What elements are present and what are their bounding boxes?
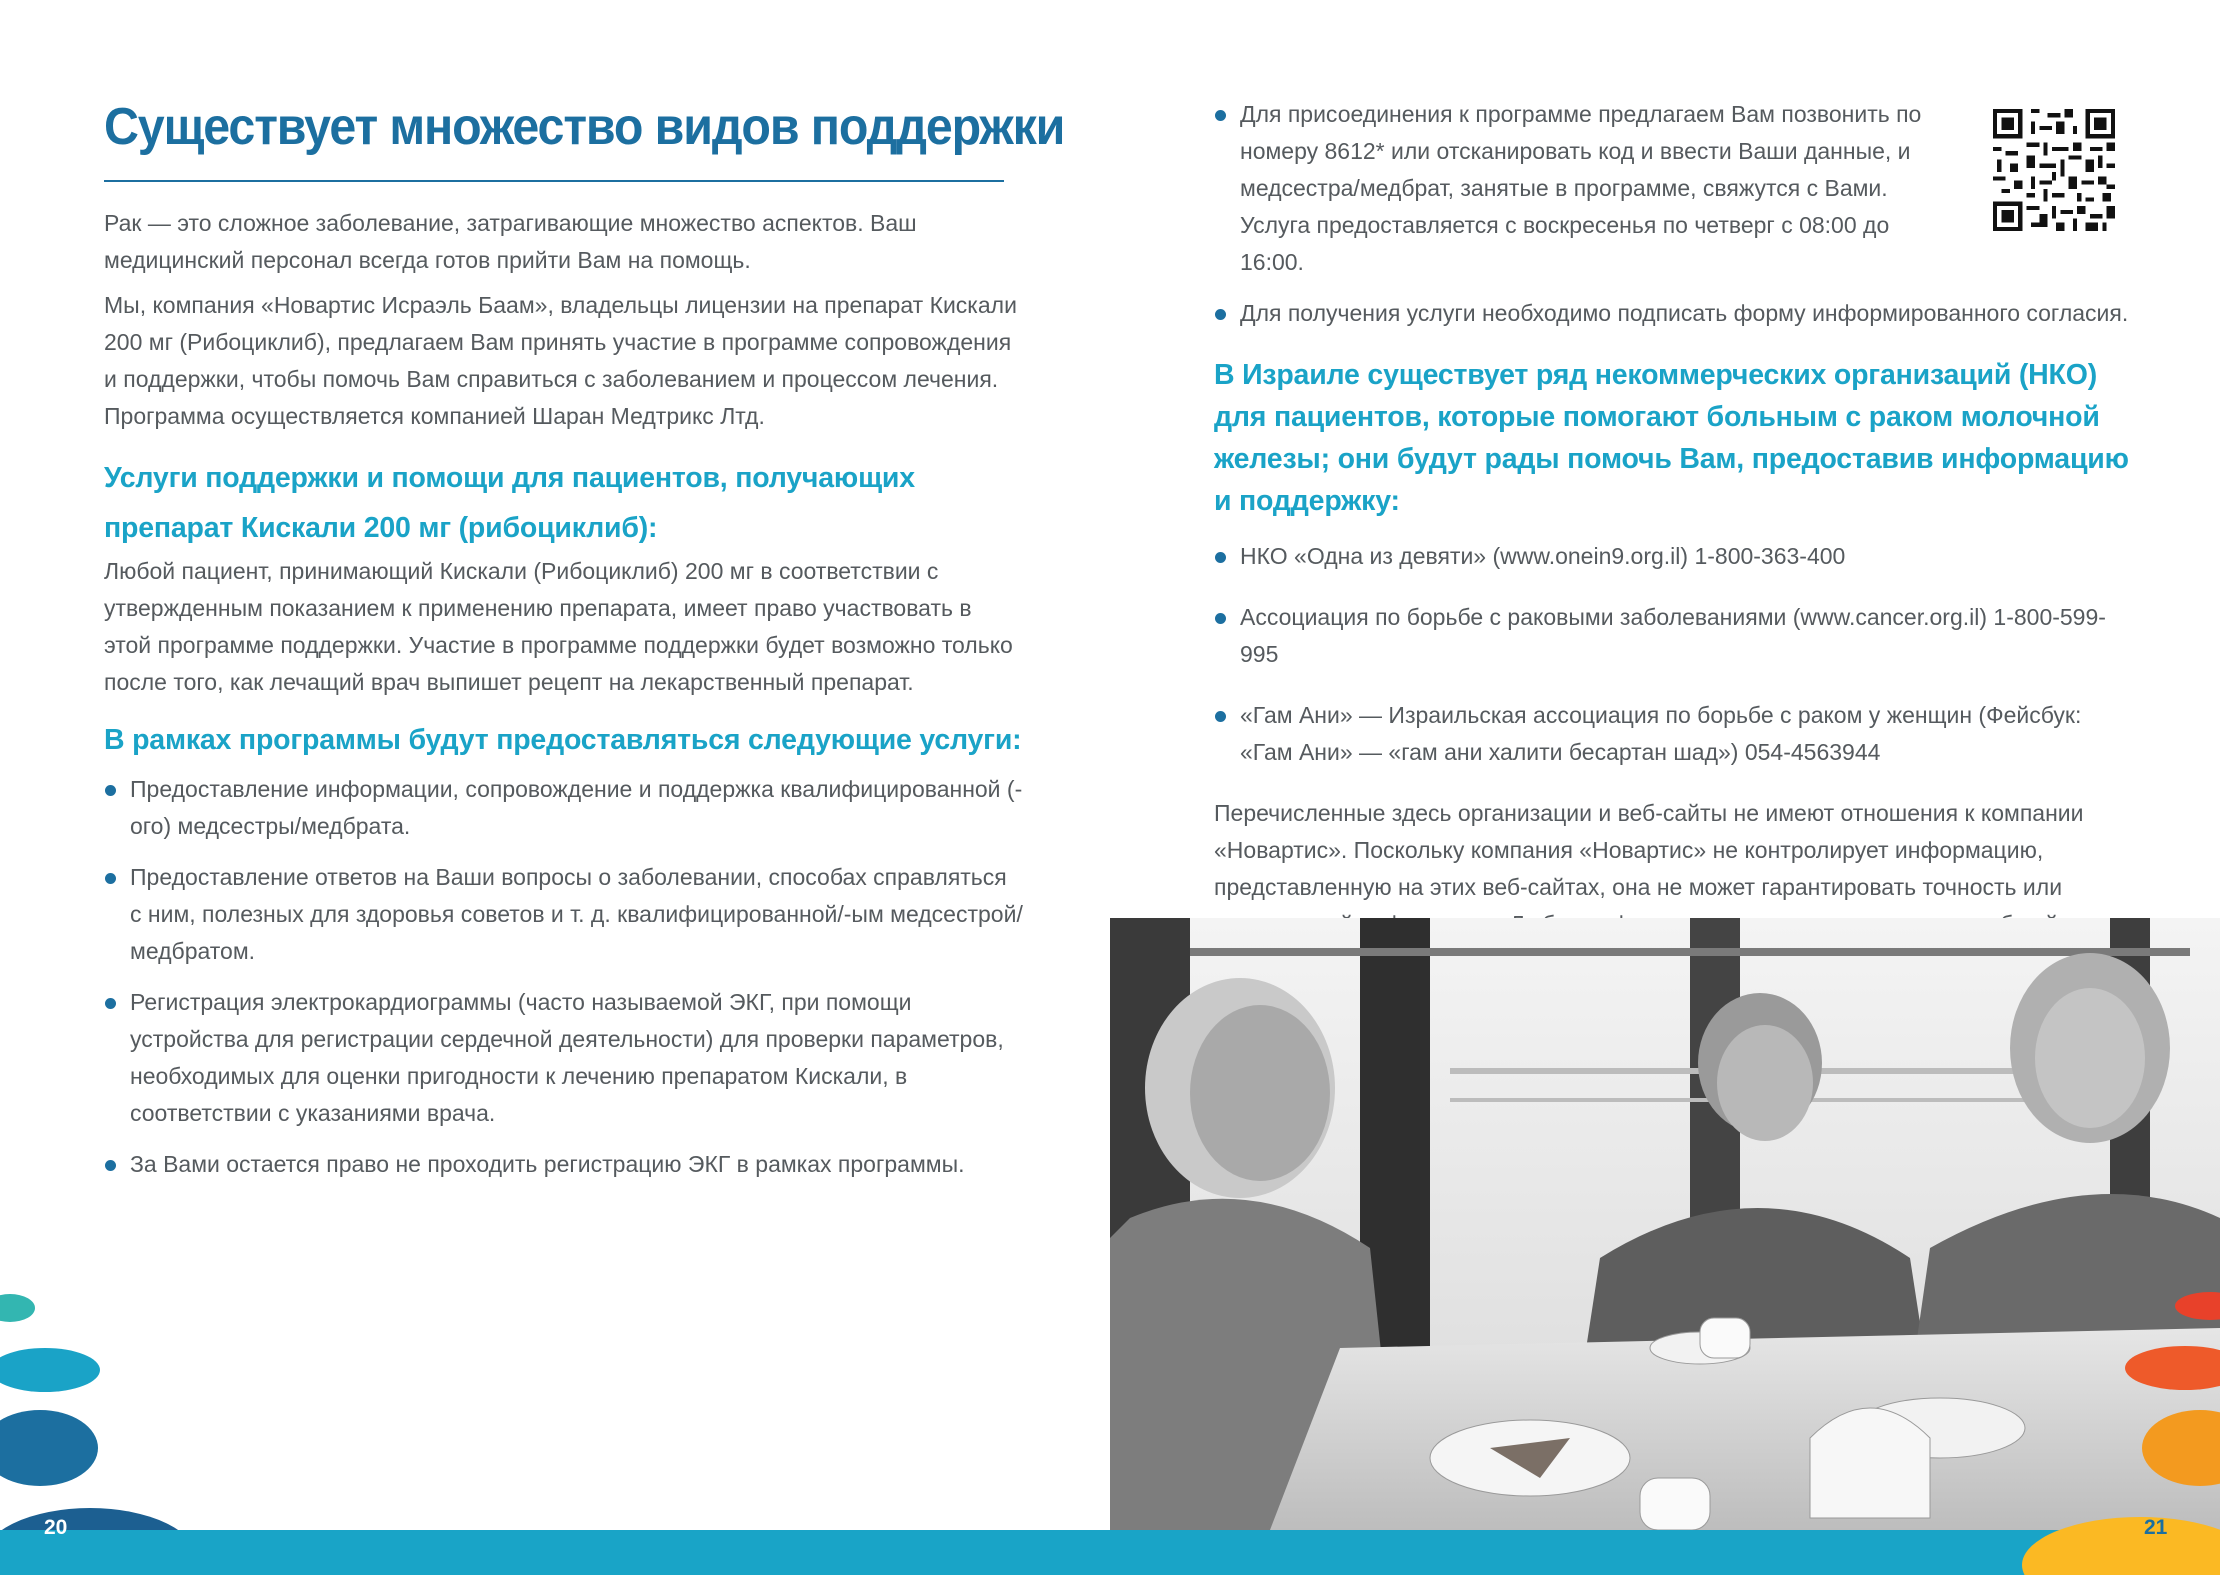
list-item: Для получения услуги необходимо подписать форму информированного согласия. [1214, 295, 2134, 332]
list-item: Предоставление информации, сопровождение и поддержка квалифицированной (-ого) медсестры/медбрата. [104, 771, 1024, 845]
photo-illustration [1110, 918, 2220, 1530]
program-services-list [104, 771, 1024, 1183]
intro-paragraph-2: Мы, компания «Новартис Исраэль Баам», владельцы лицензии на препарат Кискали 200 мг (Рибоциклиб), предлагаем Вам принять участие в программе сопровождения и поддержки, чтобы помочь Вам справиться с заболеванием и процессом лечения. Программа осуществляется компанией Шаран Медтрикс Лтд. [104, 292, 1017, 429]
list-item: Предоставление ответов на Ваши вопросы о заболевании, способах справляться с ним, полезных для здоровья советов и т. д. квалифицированной/-ым медсестрой/медбратом. [104, 859, 1024, 970]
title-divider [104, 180, 1004, 182]
decorative-oval-bottom-right [2010, 1510, 2220, 1575]
list-item: За Вами остается право не проходить регистрацию ЭКГ в рамках программы. [104, 1146, 1024, 1183]
services-heading: Услуги поддержки и помощи для пациентов, получающих препарат Кискали 200 мг (рибоциклиб): [104, 462, 915, 544]
women-at-cafe-photo [1110, 918, 2220, 1530]
page-number-right: 21 [2144, 1516, 2168, 1539]
footer-band [0, 1530, 2220, 1575]
list-item: «Гам Ани» — Израильская ассоциация по борьбе с раком у женщин (Фейсбук: «Гам Ани» — «гам ани халити бесартан шад») 054-4563944 [1214, 697, 2134, 771]
page-number-left: 20 [44, 1516, 68, 1539]
list-item: Для присоединения к программе предлагаем Вам позвонить по номеру 8612* или отсканировать код и ввести Ваши данные, и медсестра/медбрат, занятые в программе, свяжутся с Вами. Услуга предоставляется с воскресенья по четверг с 08:00 до 16:00. [1214, 96, 2134, 281]
list-item: Регистрация электрокардиограммы (часто называемой ЭКГ, при помощи устройства для регистрации сердечной деятельности) для проверки параметров, необходимых для оценки пригодности к лечению препаратом Кискали, в соответствии с указаниями врача. [104, 984, 1024, 1132]
left-column [104, 205, 1024, 1197]
list-item: Ассоциация по борьбе с раковыми заболеваниями (www.cancer.org.il) 1-800-599-995 [1214, 599, 2134, 673]
intro-paragraph-1: Рак — это сложное заболевание, затрагивающие множество аспектов. Ваш медицинский персонал всегда готов прийти Вам на помощь. [104, 210, 917, 273]
program-heading: В рамках программы будут предоставляться следующие услуги: [104, 724, 1022, 756]
ngo-list [1214, 538, 2134, 771]
disclaimer-paragraph: Перечисленные здесь организации и веб-сайты не имеют отношения к компании «Новартис». Поскольку компания «Новартис» не контролирует информацию, представленную на этих веб-сайтах, она не может гарантировать точность или [1214, 800, 2084, 900]
decorative-shapes-right [2110, 1280, 2220, 1500]
qr-code-icon[interactable] [1993, 109, 2115, 231]
ngo-heading: В Израиле существует ряд некоммерческих организаций (НКО) для пациентов, которые помогают больным с раком молочной железы; они будут рады помочь Вам, предоставив информацию и поддержку: [1214, 359, 2129, 517]
list-item: НКО «Одна из девяти» (www.onein9.org.il) 1-800-363-400 [1214, 538, 2134, 575]
decorative-shapes-left [0, 1280, 110, 1530]
page-title: Существует множество видов поддержки [104, 98, 1065, 156]
eligibility-paragraph: Любой пациент, принимающий Кискали (Рибоциклиб) 200 мг в соответствии с утвержденным показанием к применению препарата, имеет право участвовать в этой программе поддержки. Участие в программе поддержки будет возможно только после того, как лечащий врач выпишет рецепт на лекарственный препарат. [104, 558, 1013, 695]
